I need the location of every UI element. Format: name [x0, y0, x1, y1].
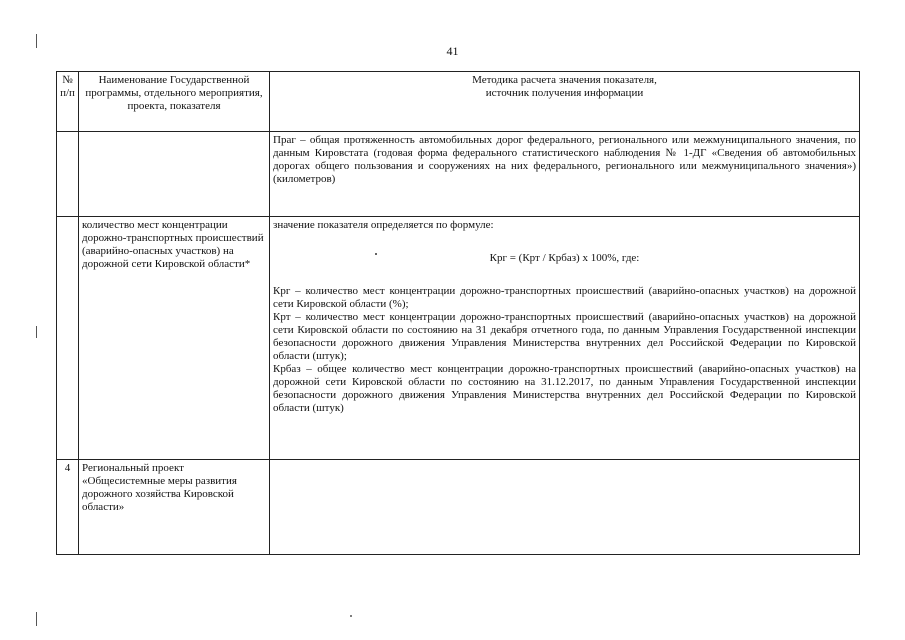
row-method — [270, 460, 860, 555]
table-row — [57, 217, 860, 460]
method-text: Праг – общая протяженность автомобильных дорог федерального, регионального или межмуниципального значения, по данным Кировстата (годовая форма федерального статистического наблюдения № 1-ДГ «Сведения об автомобильных дорогах общего пользования и сооружениях на них федерального, регионального или межмуниципального значения») (километров) — [273, 134, 856, 185]
header-method: Методика расчета значения показателя, источник получения информации — [270, 72, 860, 132]
page-number: 41 — [446, 44, 459, 58]
definition-krg: Крг – количество мест концентрации дорожно-транспортных происшествий (аварийно-опасных участков) на дорожной сети Кировской области (%); — [273, 285, 856, 310]
row-name — [79, 132, 270, 217]
margin-binding-mark — [36, 612, 37, 626]
definition-krt: Крт – количество мест концентрации дорожно-транспортных происшествий (аварийно-опасных участков) на дорожной сети Кировской области по состоянию на 31 декабря отчетного года, по данным Управления Государственной инспекции безопасности дорожного движения Управления Министерства внутренних дел Российской Федерации по Кировской области (штук); — [273, 311, 856, 362]
row-number: 4 — [57, 460, 79, 555]
row-name: количество мест концентрации дорожно-транспортных происшествий (аварийно-опасных участков) на дорожной сети Кировской области* — [79, 217, 270, 460]
scan-speck — [350, 615, 352, 617]
header-name: Наименование Государственной программы, отдельного мероприятия, проекта, показателя — [79, 72, 270, 132]
table-row — [57, 460, 860, 555]
margin-binding-mark — [36, 34, 37, 48]
row-name: Региональный проект «Общесистемные меры развития дорожного хозяйства Кировской области» — [79, 460, 270, 555]
row-method — [270, 132, 860, 217]
header-number: № п/п — [57, 72, 79, 132]
table-header-row — [57, 72, 860, 132]
margin-binding-mark — [36, 326, 37, 338]
row-method — [270, 217, 860, 460]
row-number — [57, 217, 79, 460]
scan-speck — [375, 253, 377, 255]
table-row — [57, 132, 860, 217]
method-intro: значение показателя определяется по формуле: — [273, 219, 494, 231]
row-number — [57, 132, 79, 217]
formula: Крг = (Крт / Крбаз) х 100%, где: — [489, 252, 640, 264]
indicators-table — [56, 71, 860, 555]
definition-krbaz: Крбаз – общее количество мест концентрации дорожно-транспортных происшествий (аварийно-опасных участков) на дорожной сети Кировской области по состоянию на 31.12.2017, по данным Управления Государственной инспекции безопасности дорожного движения Управления Министерства внутренних дел Российской Федерации по Кировской области (штук) — [273, 363, 856, 414]
